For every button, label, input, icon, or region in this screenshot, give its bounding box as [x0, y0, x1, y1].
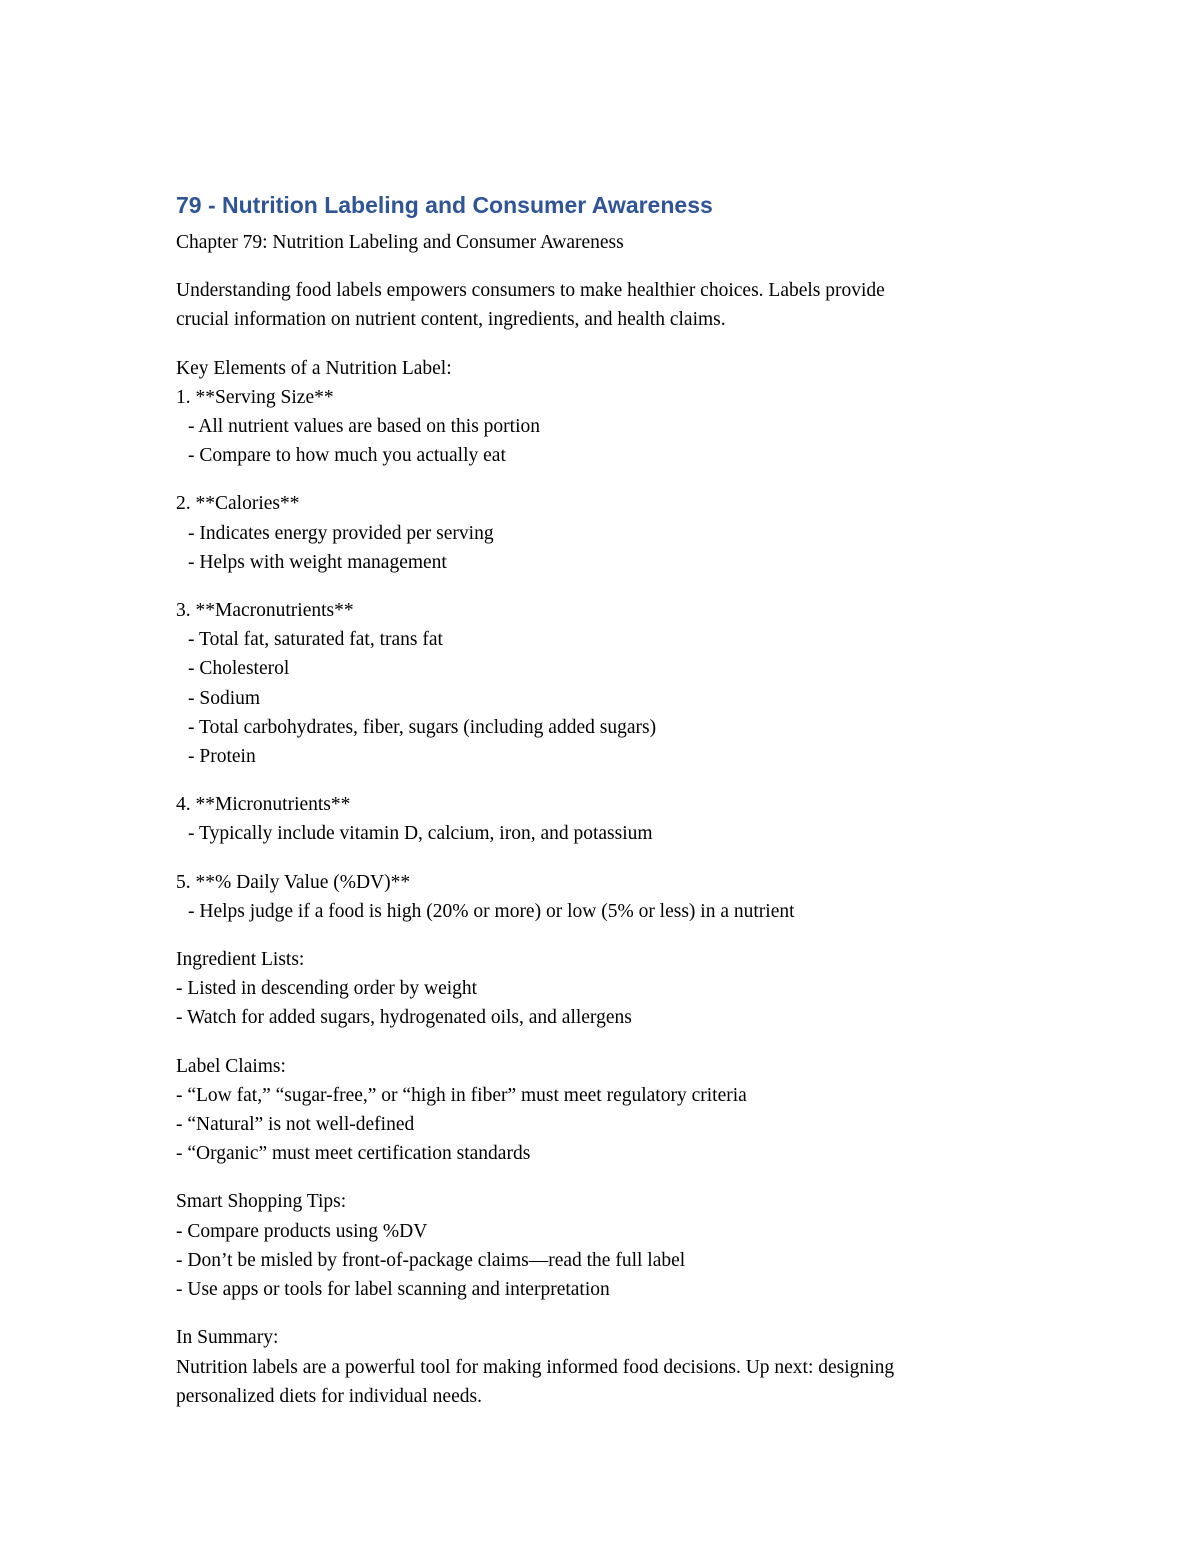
ingredient-lists-heading: Ingredient Lists:: [176, 949, 305, 971]
shopping-tip-bullet: - Use apps or tools for label scanning and interpretation: [176, 1279, 610, 1301]
label-claims-section: [176, 1052, 1036, 1169]
document-title: 79 - Nutrition Labeling and Consumer Awareness: [176, 192, 713, 218]
key-element-label: 1. **Serving Size**: [176, 386, 334, 408]
key-element-bullet: - Typically include vitamin D, calcium, iron, and potassium: [188, 823, 653, 845]
key-element-bullet: - Helps with weight management: [188, 551, 447, 573]
key-element-label: 4. **Micronutrients**: [176, 794, 351, 816]
summary-heading: In Summary:: [176, 1327, 279, 1349]
summary-line: personalized diets for individual needs.: [176, 1385, 482, 1407]
intro-line: Understanding food labels empowers consumers to make healthier choices. Labels provide: [176, 280, 885, 302]
key-element-bullet: - Total fat, saturated fat, trans fat: [188, 629, 443, 651]
shopping-tips-heading: Smart Shopping Tips:: [176, 1191, 347, 1213]
key-elements-heading: Key Elements of a Nutrition Label:: [176, 357, 452, 379]
shopping-tip-bullet: - Compare products using %DV: [176, 1220, 428, 1242]
key-element-item: [176, 489, 1036, 577]
shopping-tip-bullet: - Don’t be misled by front-of-package claims—read the full label: [176, 1249, 686, 1271]
shopping-tips-section: [176, 1187, 1036, 1304]
label-claim-bullet: - “Organic” must meet certification standards: [176, 1143, 531, 1165]
intro-line: crucial information on nutrient content, ingredients, and health claims.: [176, 309, 726, 331]
key-element-item: [176, 383, 1036, 471]
key-element-bullet: - Indicates energy provided per serving: [188, 522, 494, 544]
key-elements-section: [176, 354, 1036, 926]
chapter-heading: Chapter 79: Nutrition Labeling and Consumer Awareness: [176, 232, 624, 253]
key-element-item: [176, 790, 1036, 848]
summary-line: Nutrition labels are a powerful tool for making informed food decisions. Up next: designing: [176, 1356, 895, 1378]
ingredient-bullet: - Watch for added sugars, hydrogenated oils, and allergens: [176, 1007, 632, 1029]
key-element-item: [176, 596, 1036, 771]
intro-paragraph: [176, 276, 1036, 334]
key-element-bullet: - Total carbohydrates, fiber, sugars (including added sugars): [188, 716, 657, 738]
key-element-bullet: - Cholesterol: [188, 658, 290, 680]
key-element-label: 2. **Calories**: [176, 493, 300, 515]
label-claims-heading: Label Claims:: [176, 1055, 286, 1077]
key-element-label: 5. **% Daily Value (%DV)**: [176, 871, 411, 893]
key-element-bullet: - All nutrient values are based on this portion: [188, 416, 541, 438]
ingredient-bullet: - Listed in descending order by weight: [176, 978, 478, 1000]
key-element-bullet: - Helps judge if a food is high (20% or more) or low (5% or less) in a nutrient: [188, 900, 795, 922]
label-claim-bullet: - “Natural” is not well-defined: [176, 1114, 415, 1136]
key-element-label: 3. **Macronutrients**: [176, 600, 354, 622]
summary-section: [176, 1323, 1036, 1411]
key-element-bullet: - Compare to how much you actually eat: [188, 445, 506, 467]
key-element-bullet: - Sodium: [188, 687, 261, 709]
document-page: [176, 186, 1036, 1411]
label-claim-bullet: - “Low fat,” “sugar-free,” or “high in fiber” must meet regulatory criteria: [176, 1084, 747, 1106]
key-element-bullet: - Protein: [188, 746, 256, 768]
key-element-item: [176, 868, 1036, 926]
ingredient-lists-section: [176, 945, 1036, 1033]
